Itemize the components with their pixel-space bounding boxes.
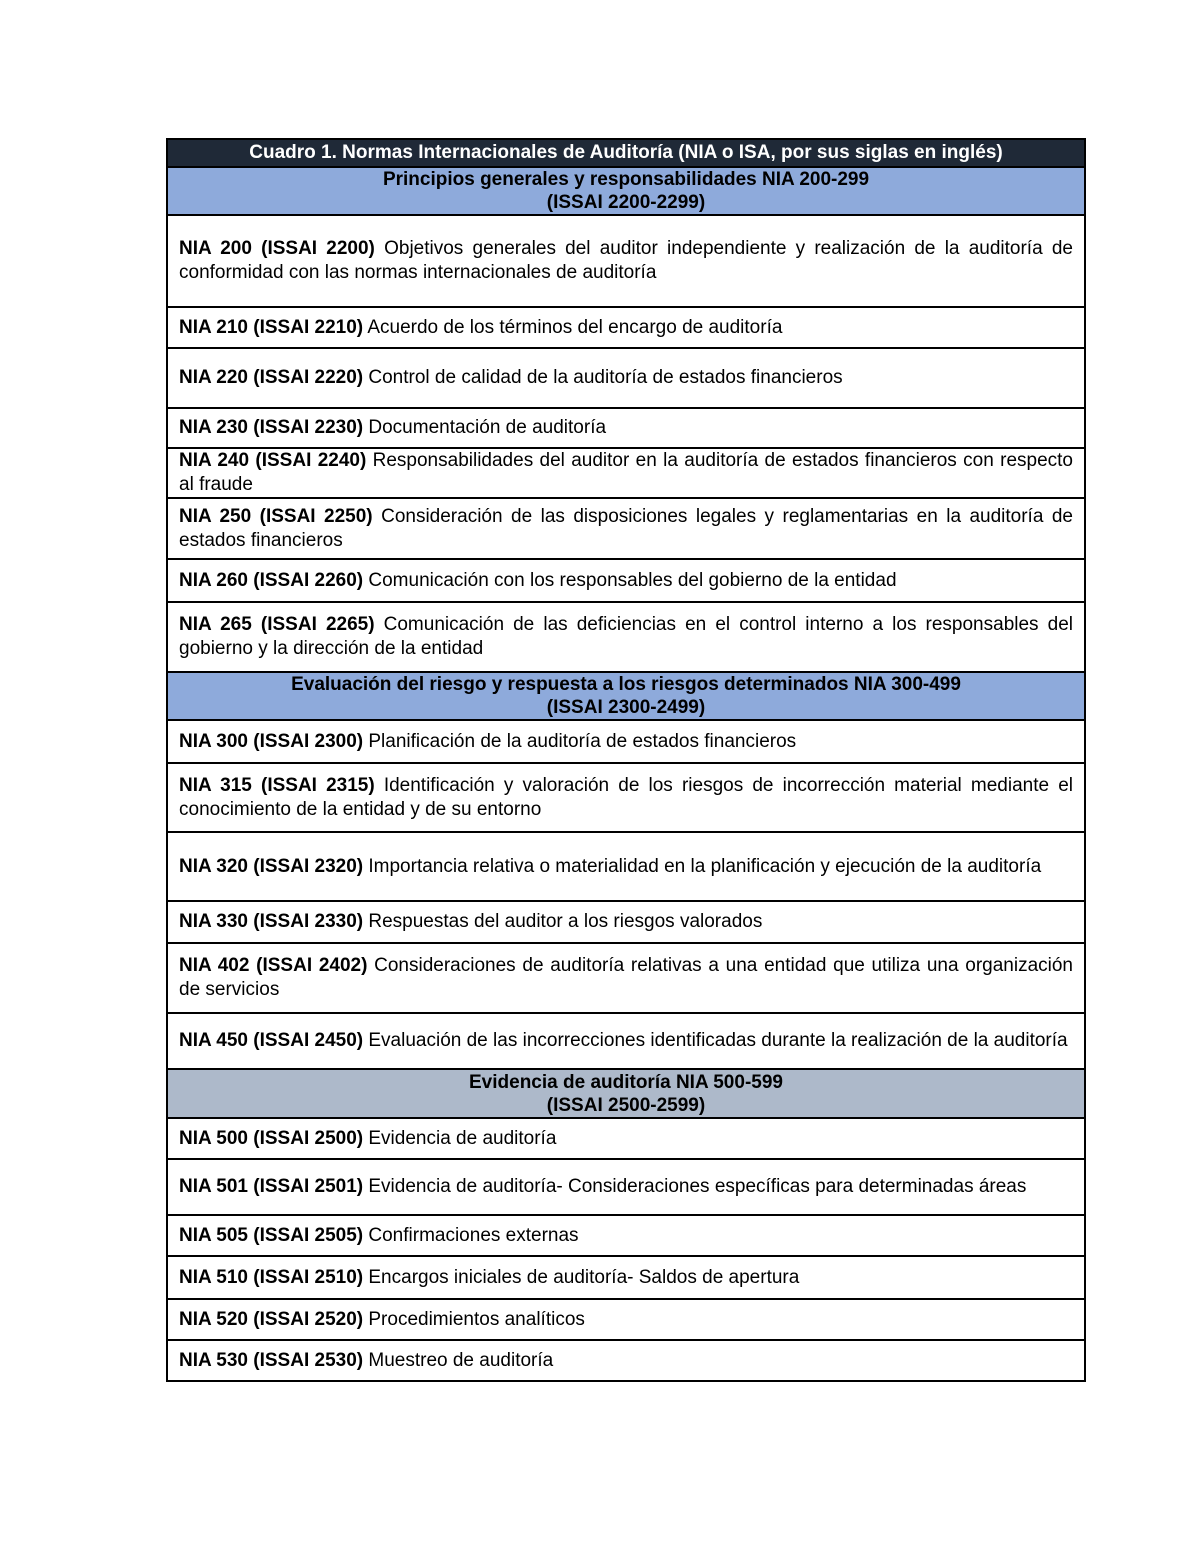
standard-row: [168, 764, 1084, 833]
standard-row: [168, 902, 1084, 944]
standard-description: [179, 416, 1073, 440]
standard-text: Comunicación con los responsables del gobierno de la entidad: [363, 569, 897, 591]
standard-text: Confirmaciones externas: [363, 1224, 579, 1246]
standard-text: Identificación y valoración de los riesgos de incorrección material mediante el conocimiento de la entidad y de su entorno: [179, 774, 1073, 820]
section-range: (ISSAI 2500-2599): [546, 1094, 706, 1116]
standard-code: NIA 510 (ISSAI 2510): [179, 1266, 364, 1288]
standard-text: Planificación de la auditoría de estados financieros: [363, 730, 797, 752]
standard-code: NIA 220 (ISSAI 2220): [179, 367, 364, 388]
section-title: Principios generales y responsabilidades NIA 200-299: [382, 169, 870, 190]
standard-description: [179, 730, 1073, 754]
standard-text: Objetivos generales del auditor independiente y realización de la auditoría de conformidad con las normas internacionales de auditoría: [179, 238, 1073, 283]
standard-text: Documentación de auditoría: [363, 417, 607, 438]
standard-code: NIA 330 (ISSAI 2330): [179, 911, 364, 932]
standard-text: Comunicación de las deficiencias en el control interno a los responsables del gobierno y la dirección de la entidad: [179, 614, 1073, 659]
standard-description: [179, 1349, 1073, 1373]
standard-text: Control de calidad de la auditoría de estados financieros: [363, 367, 843, 388]
standard-text: Procedimientos analíticos: [363, 1308, 585, 1330]
table-title: Cuadro 1. Normas Internacionales de Auditoría (NIA o ISA, por sus siglas en inglés): [168, 140, 1084, 168]
standard-code: NIA 530 (ISSAI 2530): [179, 1349, 364, 1371]
standard-description: [179, 1175, 1073, 1199]
standard-row: [168, 721, 1084, 764]
section-header: [168, 168, 1084, 216]
standard-code: NIA 230 (ISSAI 2230): [179, 417, 364, 438]
standard-description: [179, 366, 1073, 390]
standard-code: NIA 315 (ISSAI 2315): [179, 774, 375, 796]
standard-code: NIA 501 (ISSAI 2501): [179, 1176, 364, 1197]
standard-code: NIA 265 (ISSAI 2265): [179, 614, 375, 635]
standard-text: Evidencia de auditoría- Consideraciones específicas para determinadas áreas: [363, 1176, 1027, 1197]
standard-text: Evidencia de auditoría: [363, 1127, 557, 1149]
section-title: Evidencia de auditoría NIA 500-599: [469, 1071, 783, 1093]
standard-description: [179, 569, 1073, 593]
standard-description: [179, 449, 1073, 497]
standard-description: [179, 855, 1073, 879]
standard-description: [179, 1127, 1073, 1151]
standard-code: NIA 240 (ISSAI 2240): [179, 450, 367, 471]
standard-row: [168, 944, 1084, 1014]
standard-text: Muestreo de auditoría: [363, 1349, 554, 1371]
standard-text: Consideración de las disposiciones legales y reglamentarias en la auditoría de estados financieros: [179, 505, 1073, 551]
section-header: [168, 1070, 1084, 1119]
standard-row: [168, 409, 1084, 449]
standard-row: [168, 216, 1084, 308]
standard-row: [168, 1160, 1084, 1216]
standard-code: NIA 402 (ISSAI 2402): [179, 955, 368, 976]
standard-description: [179, 505, 1073, 553]
section-range: (ISSAI 2200-2299): [546, 192, 706, 213]
standard-row: [168, 449, 1084, 499]
standard-row: [168, 1341, 1084, 1382]
standard-row: [168, 349, 1084, 409]
standard-text: Acuerdo de los términos del encargo de auditoría: [363, 316, 783, 338]
standard-code: NIA 250 (ISSAI 2250): [179, 505, 373, 527]
standard-text: Consideraciones de auditoría relativas a una entidad que utiliza una organización de servicios: [179, 955, 1073, 1000]
standard-description: [179, 316, 1073, 340]
section-title: Evaluación del riesgo y respuesta a los riesgos determinados NIA 300-499: [291, 674, 961, 695]
section-range: (ISSAI 2300-2499): [546, 697, 706, 718]
standard-text: Importancia relativa o materialidad en la planificación y ejecución de la auditoría: [363, 855, 1042, 877]
standard-row: [168, 603, 1084, 673]
standard-row: [168, 1300, 1084, 1341]
standard-description: [179, 910, 1073, 934]
standard-row: [168, 1119, 1084, 1160]
standard-code: NIA 200 (ISSAI 2200): [179, 238, 375, 259]
standard-code: NIA 260 (ISSAI 2260): [179, 569, 364, 591]
standard-description: [179, 237, 1073, 285]
standard-code: NIA 450 (ISSAI 2450): [179, 1030, 364, 1051]
standard-description: [179, 774, 1073, 822]
standard-row: [168, 308, 1084, 349]
standard-row: [168, 560, 1084, 603]
standard-text: Encargos iniciales de auditoría- Saldos de apertura: [363, 1266, 800, 1288]
standard-row: [168, 1014, 1084, 1070]
standard-text: Respuestas del auditor a los riesgos valorados: [363, 911, 763, 932]
standard-code: NIA 210 (ISSAI 2210): [179, 316, 364, 338]
standards-table: [166, 138, 1086, 1382]
standard-description: [179, 1029, 1073, 1053]
standard-row: [168, 833, 1084, 902]
standard-row: [168, 499, 1084, 560]
standard-code: NIA 505 (ISSAI 2505): [179, 1224, 364, 1246]
standard-description: [179, 1266, 1073, 1290]
standard-description: [179, 1224, 1073, 1248]
standard-row: [168, 1257, 1084, 1300]
standard-text: Evaluación de las incorrecciones identificadas durante la realización de la auditoría: [363, 1030, 1068, 1051]
standard-description: [179, 1308, 1073, 1332]
standard-description: [179, 613, 1073, 661]
standard-code: NIA 520 (ISSAI 2520): [179, 1308, 364, 1330]
section-header: [168, 673, 1084, 721]
standard-code: NIA 320 (ISSAI 2320): [179, 855, 364, 877]
standard-code: NIA 500 (ISSAI 2500): [179, 1127, 364, 1149]
standard-description: [179, 954, 1073, 1002]
standard-code: NIA 300 (ISSAI 2300): [179, 730, 364, 752]
standard-row: [168, 1216, 1084, 1257]
standard-text: Responsabilidades del auditor en la auditoría de estados financieros con respecto al fraude: [179, 450, 1073, 495]
